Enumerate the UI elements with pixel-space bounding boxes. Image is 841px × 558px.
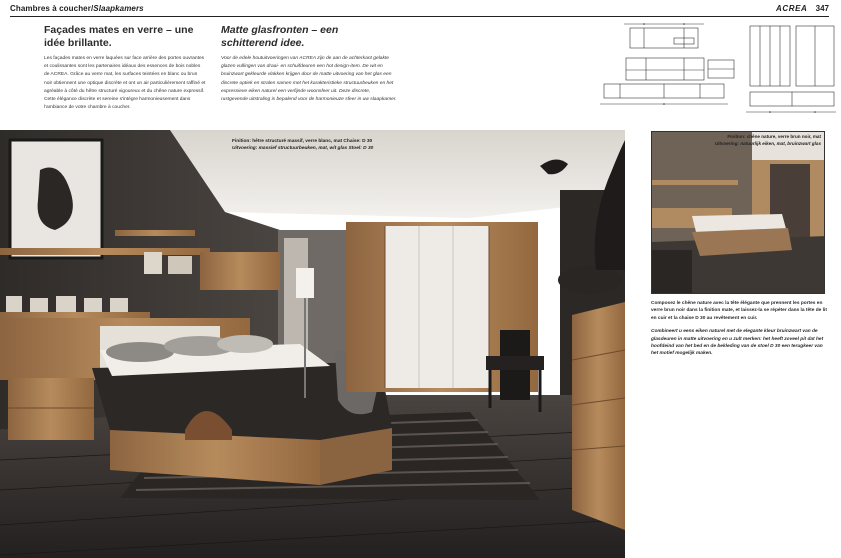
- side-description: [651, 300, 829, 358]
- dutch-column: [221, 24, 397, 104]
- wardrobe-glass-doors: [385, 226, 489, 388]
- french-heading: Façades mates en verre – une idée brillante.: [44, 24, 194, 49]
- brand-name: ACREA: [775, 4, 808, 13]
- front-elevation-drawing: [626, 58, 704, 80]
- main-photo-caption-nl: Uitvoering: massief structuurbeuken, mat, wit glas Stoel: D 30: [232, 146, 374, 151]
- dutch-body: Voor de edele houtuitvoeringen van ACREA zijn de aan de achterkant gelakte glazen vullingen van draai- en schuifdeuren een hot design-item. De wit en bruinzwart gekleurde vlakken krijgen door de matte uitvoering van het glas een discrete optiek en stralen samen met het karakteristieke structuurbeuken en het expressieve eiken naturel een verfijnde woonsfeer uit. Deze discrete, rustgevende uitstraling is bepalend voor de harmonieuze sfeer in uw slaapkamer.: [221, 56, 397, 103]
- side-description-nl: Combineert u eens eiken naturel met de elegante kleur bruinzwart van de glasdeuren in matte uitvoering en u zult merken: het heeft zoveel pit dat het hoofdeind van het bed en de bekleding van de stoel D 30 een terugkeer van het motief mogelijk maken.: [651, 329, 824, 357]
- decor-bowl: [558, 266, 622, 294]
- wall-cabinet: [200, 252, 280, 290]
- chest-of-drawers: [572, 302, 625, 530]
- page-number: 347: [815, 4, 829, 13]
- nightstand: [8, 378, 94, 440]
- brand-and-page: [776, 4, 829, 13]
- floor-lamp: [296, 268, 314, 298]
- inset-photo-caption-fr: Finition: chêne nature, verre brun noir, mat: [727, 134, 821, 139]
- french-column: [44, 24, 206, 112]
- main-photo-caption-fr: Finition: hêtre structuré massif, verre blanc, mat Chaise: D 30: [232, 139, 373, 144]
- side-description-fr: Composez le chêne nature avec la tête élégante que prennent les portes en verre brun noir dans la finition mate, et laissez-la se répéter dans la tête de lit en cuir et la chaise D 30 au revêtement en cuir.: [651, 301, 827, 321]
- section-title-nl: Slaapkamers: [93, 4, 144, 13]
- section-title-fr: Chambres à coucher/: [10, 4, 94, 13]
- main-bedroom-photo: [0, 130, 625, 558]
- inset-photo-caption: [656, 134, 821, 147]
- dutch-heading: Matte glasfronten – een schitterend idee.: [221, 24, 339, 49]
- main-photo-caption: [232, 138, 373, 152]
- page-header: [10, 4, 829, 17]
- french-body: Les façades mates en verre laquées sur face arrière des portes ouvrantes et coulissantes sont les partenaires idéaux des essences de bois nobles de ACREA. Grâce au verre mat, les surfaces teintées en blanc ou brun noir obtiennent une optique discrète et ont un air particulièrement raffiné et agréable à côté du hêtre structuré vigoureux et du chêne nature expressif. Cette élégance discrète et sereine s'intègre harmonieusement dans l'ambiance de votre chambre à coucher.: [44, 56, 206, 111]
- section-title: [10, 4, 144, 13]
- inset-photo-caption-nl: Uitvoering: natuurlijk eiken, mat, bruinzwart glas: [714, 140, 821, 146]
- wall-shelf: [0, 248, 210, 255]
- inset-bedroom-photo: [651, 131, 825, 294]
- technical-drawings: [600, 20, 836, 120]
